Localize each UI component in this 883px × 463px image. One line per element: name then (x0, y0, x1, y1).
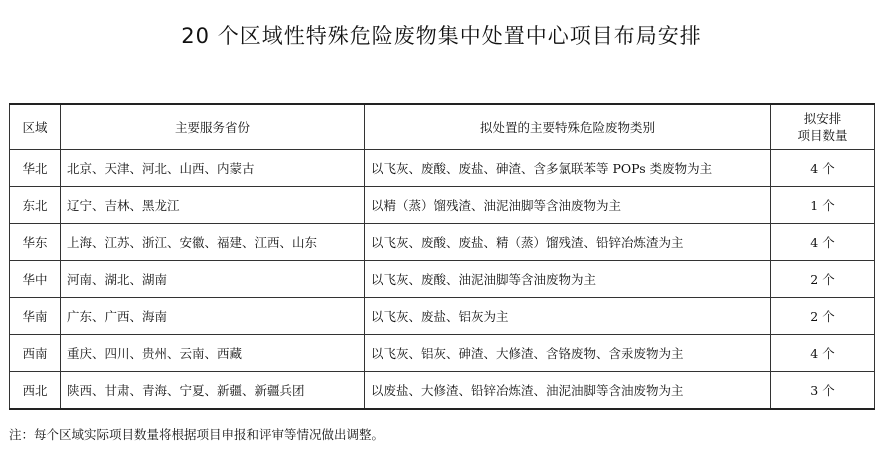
cell-region: 西北 (10, 372, 61, 410)
header-waste-types: 拟处置的主要特殊危险废物类别 (365, 104, 771, 150)
cell-project-count: 1 个 (771, 187, 875, 224)
header-project-count-line2: 项目数量 (797, 128, 848, 143)
header-project-count-line1: 拟安排 (803, 111, 842, 126)
table-row (10, 224, 875, 261)
cell-project-count: 2 个 (771, 261, 875, 298)
cell-waste-types: 以飞灰、废酸、废盐、砷渣、含多氯联苯等 POPs 类废物为主 (365, 150, 771, 187)
header-project-count (771, 104, 875, 150)
cell-waste-types: 以精（蒸）馏残渣、油泥油脚等含油废物为主 (365, 187, 771, 224)
cell-waste-types: 以飞灰、铝灰、砷渣、大修渣、含铬废物、含汞废物为主 (365, 335, 771, 372)
cell-region: 华北 (10, 150, 61, 187)
table-row (10, 150, 875, 187)
cell-provinces: 重庆、四川、贵州、云南、西藏 (61, 335, 365, 372)
cell-project-count: 3 个 (771, 372, 875, 410)
cell-waste-types: 以飞灰、废盐、铝灰为主 (365, 298, 771, 335)
cell-region: 东北 (10, 187, 61, 224)
table-row (10, 187, 875, 224)
cell-provinces: 上海、江苏、浙江、安徽、福建、江西、山东 (61, 224, 365, 261)
header-region: 区域 (10, 104, 61, 150)
table-row (10, 298, 875, 335)
cell-provinces: 辽宁、吉林、黑龙江 (61, 187, 365, 224)
cell-region: 华中 (10, 261, 61, 298)
cell-project-count: 4 个 (771, 224, 875, 261)
cell-project-count: 4 个 (771, 335, 875, 372)
cell-region: 西南 (10, 335, 61, 372)
cell-project-count: 2 个 (771, 298, 875, 335)
cell-region: 华东 (10, 224, 61, 261)
table-row (10, 335, 875, 372)
footnote: 注：每个区域实际项目数量将根据项目申报和评审等情况做出调整。 (9, 427, 385, 442)
table-row (10, 261, 875, 298)
cell-waste-types: 以飞灰、废酸、油泥油脚等含油废物为主 (365, 261, 771, 298)
table-row (10, 372, 875, 410)
cell-provinces: 陕西、甘肃、青海、宁夏、新疆、新疆兵团 (61, 372, 365, 410)
table-header-row (10, 104, 875, 150)
page-title: 20 个区域性特殊危险废物集中处置中心项目布局安排 (181, 24, 702, 48)
layout-table (9, 103, 875, 410)
cell-provinces: 河南、湖北、湖南 (61, 261, 365, 298)
cell-provinces: 北京、天津、河北、山西、内蒙古 (61, 150, 365, 187)
cell-region: 华南 (10, 298, 61, 335)
cell-provinces: 广东、广西、海南 (61, 298, 365, 335)
cell-project-count: 4 个 (771, 150, 875, 187)
cell-waste-types: 以飞灰、废酸、废盐、精（蒸）馏残渣、铅锌冶炼渣为主 (365, 224, 771, 261)
header-provinces: 主要服务省份 (61, 104, 365, 150)
cell-waste-types: 以废盐、大修渣、铅锌冶炼渣、油泥油脚等含油废物为主 (365, 372, 771, 410)
